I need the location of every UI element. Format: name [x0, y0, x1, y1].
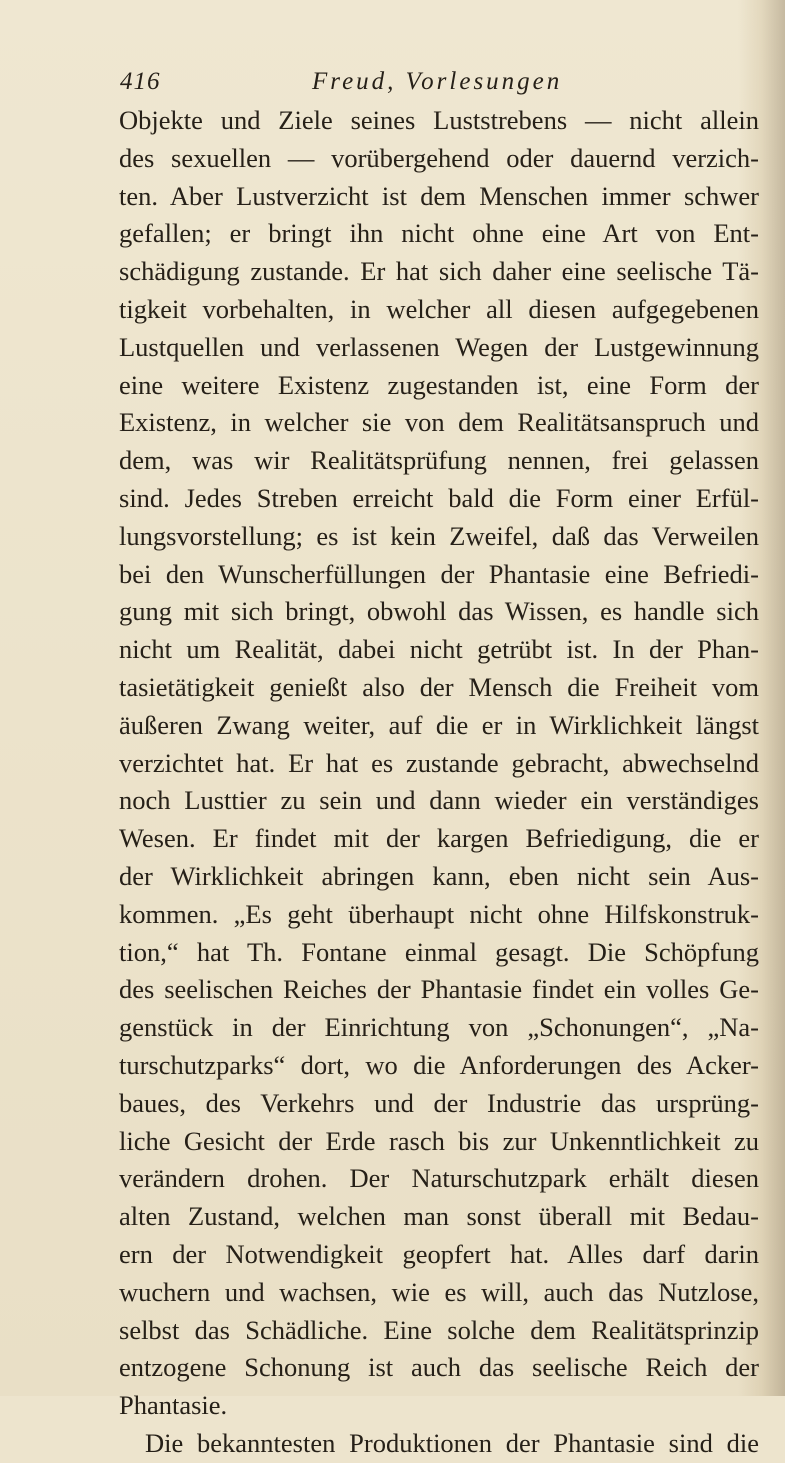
- body-text: [119, 102, 759, 1463]
- text-line: alten Zustand, welchen man sonst überall mit Bedau-: [119, 1201, 759, 1232]
- text-line: Wesen. Er findet mit der kargen Befriedigung, die er: [119, 823, 759, 854]
- text-line: äußeren Zwang weiter, auf die er in Wirklichkeit längst: [119, 709, 759, 740]
- text-line: dem, was wir Realitätsprüfung nennen, frei gelassen: [119, 445, 759, 476]
- text-line: eine weitere Existenz zugestanden ist, eine Form der: [119, 369, 759, 400]
- text-line: entzogene Schonung ist auch das seelische Reich der: [119, 1352, 759, 1383]
- text-line: verzichtet hat. Er hat es zustande gebracht, abwechselnd: [119, 747, 759, 778]
- text-line: des seelischen Reiches der Phantasie findet ein volles Ge-: [119, 974, 759, 1005]
- text-line: noch Lusttier zu sein und dann wieder ein verständiges: [119, 785, 759, 816]
- text-line: nicht um Realität, dabei nicht getrübt ist. In der Phan-: [119, 634, 759, 665]
- text-line: baues, des Verkehrs und der Industrie das ursprüng-: [119, 1087, 759, 1118]
- running-head: Freud, Vorlesungen: [312, 68, 563, 95]
- page-header: [120, 60, 760, 100]
- text-line: Objekte und Ziele seines Luststrebens — nicht allein: [119, 105, 759, 135]
- text-line: verändern drohen. Der Naturschutzpark erhält diesen: [119, 1163, 759, 1194]
- text-line: schädigung zustande. Er hat sich daher eine seelische Tä-: [119, 256, 759, 287]
- text-line: kommen. „Es geht überhaupt nicht ohne Hilfskonstruk-: [119, 898, 759, 929]
- text-line: bei den Wunscherfüllungen der Phantasie eine Befriedi-: [119, 558, 759, 589]
- text-line: Lustquellen und verlassenen Wegen der Lustgewinnung: [119, 331, 759, 362]
- text-line: der Wirklichkeit abringen kann, eben nicht sein Aus-: [119, 860, 759, 891]
- text-line: des sexuellen — vorübergehend oder dauernd verzich-: [119, 142, 759, 173]
- text-line: selbst das Schädliche. Eine solche dem Realitätsprinzip: [119, 1314, 759, 1345]
- text-line: tigkeit vorbehalten, in welcher all diesen aufgegebenen: [119, 293, 759, 324]
- paragraph-end-line: Phantasie.: [119, 1390, 228, 1421]
- text-line: gefallen; er bringt ihn nicht ohne eine Art von Ent-: [119, 218, 759, 249]
- text-line: gung mit sich bringt, obwohl das Wissen, es handle sich: [119, 596, 759, 627]
- text-line: wuchern und wachsen, wie es will, auch das Nutzlose,: [119, 1276, 759, 1307]
- text-line: tion,“ hat Th. Fontane einmal gesagt. Die Schöpfung: [119, 936, 759, 967]
- text-line: lungsvorstellung; es ist kein Zweifel, daß das Verweilen: [119, 520, 759, 551]
- text-line: genstück in der Einrichtung von „Schonungen“, „Na-: [119, 1012, 759, 1043]
- text-line: tasietätigkeit genießt also der Mensch die Freiheit vom: [119, 671, 759, 702]
- text-line: turschutzparks“ dort, wo die Anforderungen des Acker-: [119, 1049, 759, 1080]
- text-line: sind. Jedes Streben erreicht bald die Form einer Erfül-: [119, 482, 759, 513]
- page-number: 416: [120, 68, 161, 95]
- text-line: ern der Notwendigkeit geopfert hat. Alles darf darin: [119, 1238, 759, 1269]
- paragraph-start-line: Die bekanntesten Produktionen der Phantasie sind die: [145, 1427, 759, 1458]
- text-line: ten. Aber Lustverzicht ist dem Menschen immer schwer: [119, 180, 759, 211]
- text-line: liche Gesicht der Erde rasch bis zur Unkenntlichkeit zu: [119, 1125, 759, 1156]
- text-line: Existenz, in welcher sie von dem Realitätsanspruch und: [119, 407, 759, 438]
